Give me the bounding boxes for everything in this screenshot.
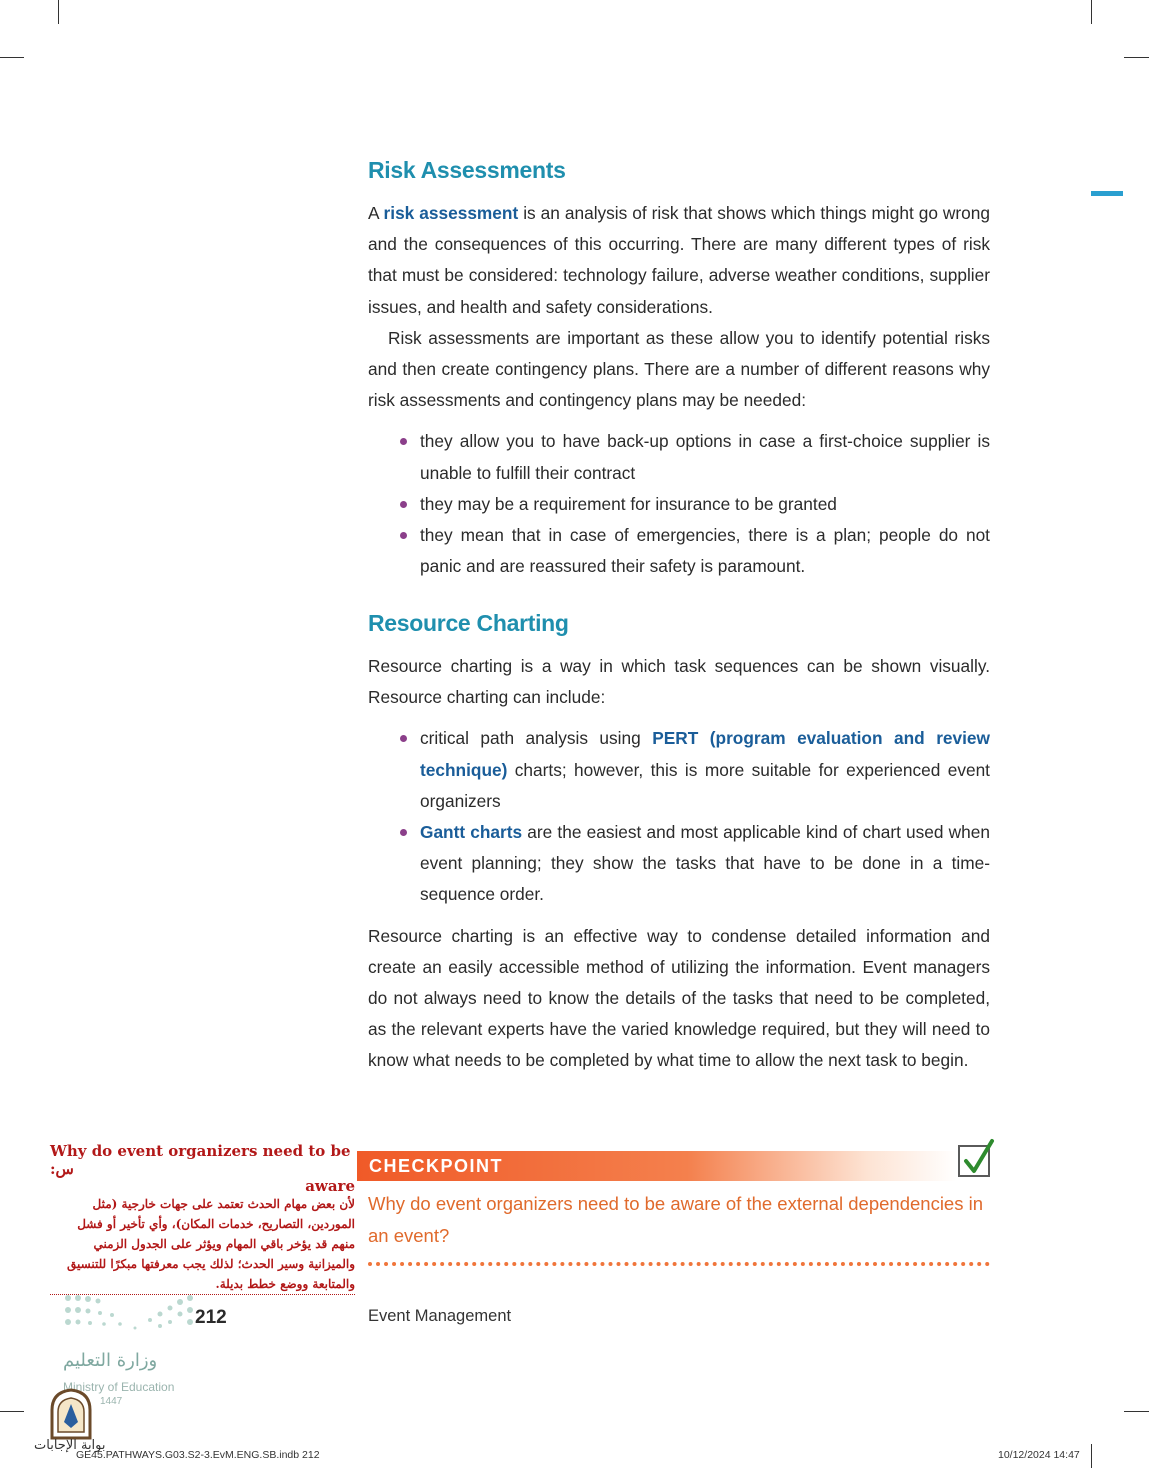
crop-mark [1124, 1411, 1149, 1412]
list-item [368, 723, 990, 817]
list-item [368, 817, 990, 911]
body-paragraph: Resource charting is an effective way to condense detailed information and create an easily accessible method of utilizing the information. Event managers do not always need to know the details of the tasks that need to be completed, as the relevant experts have the varied knowledge required, but they will need to know what needs to be completed by what time to allow the next task to begin. [368, 925, 990, 1071]
crop-mark [1091, 1444, 1092, 1468]
crop-mark [0, 57, 24, 58]
text: critical path analysis using [420, 728, 653, 749]
section-heading: Resource Charting [368, 610, 569, 636]
checkpoint-label: CHECKPOINT [369, 1156, 504, 1176]
key-term: Gantt charts [420, 822, 523, 843]
bullet-list [368, 723, 990, 910]
crop-mark [58, 0, 59, 24]
list-item: they allow you to have back-up options in case a first-choice supplier is unable to fulfill their contract [368, 426, 990, 488]
crop-mark [0, 1411, 24, 1412]
ministry-year: 1447 [100, 1396, 123, 1407]
answer-annotation [50, 1142, 355, 1295]
print-slug-file: GE45.PATHWAYS.G03.S2-3.EvM.ENG.SB.indb 212 [76, 1449, 320, 1461]
annotation-question: Why do event organizers need to be :س [50, 1142, 351, 1178]
site-name: بوابة الإجابات [34, 1438, 106, 1453]
book-title: Event Management [368, 1307, 512, 1325]
key-term: PERT (program evaluation and review technique) [420, 728, 990, 780]
ministry-name-english: Ministry of Education [63, 1380, 175, 1394]
body-paragraph: Resource charting is a way in which task sequences can be shown visually. Resource charting can include: [368, 656, 990, 708]
section-risk-assessments [368, 157, 990, 582]
text: are the easiest and most applicable kind of chart used when event planning; they show the tasks that have to be done in a time-sequence order. [420, 822, 990, 905]
section-resource-charting [368, 610, 990, 1077]
chapter-tab-marker [1091, 191, 1123, 196]
list-item: they mean that in case of emergencies, there is a plan; people do not panic and are reassured their safety is paramount. [368, 520, 990, 582]
key-term: risk assessment [383, 203, 519, 223]
body-paragraph: Risk assessments are important as these allow you to identify potential risks and then create contingency plans. There are a number of different reasons why risk assessments and contingency plans may be needed: [368, 327, 990, 411]
checkpoint-divider [368, 1262, 990, 1266]
annotation-question-cont: aware [305, 1177, 355, 1195]
annotation-answer: لأن بعض مهام الحدث تعتمد على جهات خارجية (مثل الموردين، التصاريح، خدمات المكان)، وأي تأخير أو فشل منهم قد يؤخر باقي المهام ويؤثر على الجدول الزمني والميزانية وسير الحدث؛ لذلك يجب معرفتها مبكرًا للتنسيق والمتابعة ووضع خطط بديلة. [50, 1194, 355, 1295]
bullet-list [368, 426, 990, 582]
text: charts; however, this is more suitable for experienced event organizers [420, 759, 990, 811]
page-number: 212 [195, 1307, 227, 1328]
ministry-name-arabic: وزارة التعليم [63, 1350, 158, 1371]
checkpoint-banner [357, 1151, 957, 1181]
crop-mark [1124, 57, 1149, 58]
text: is an analysis of risk that shows which things might go wrong and the consequences of this occurring. There are many different types of risk that must be considered: technology failure, adverse weather conditions, supplier issues, and health and safety considerations. [368, 203, 990, 317]
body-paragraph [368, 198, 990, 323]
print-slug-date: 10/12/2024 14:47 [998, 1449, 1080, 1461]
checkbox-tick-icon [958, 1145, 990, 1177]
checkpoint-question: Why do event organizers need to be aware of the external dependencies in an event? [368, 1193, 984, 1246]
section-heading: Risk Assessments [368, 157, 566, 183]
list-item: they may be a requirement for insurance to be granted [368, 489, 990, 520]
crop-mark [1091, 0, 1092, 24]
answers-portal-logo-icon [48, 1388, 94, 1440]
text: A [368, 203, 384, 223]
